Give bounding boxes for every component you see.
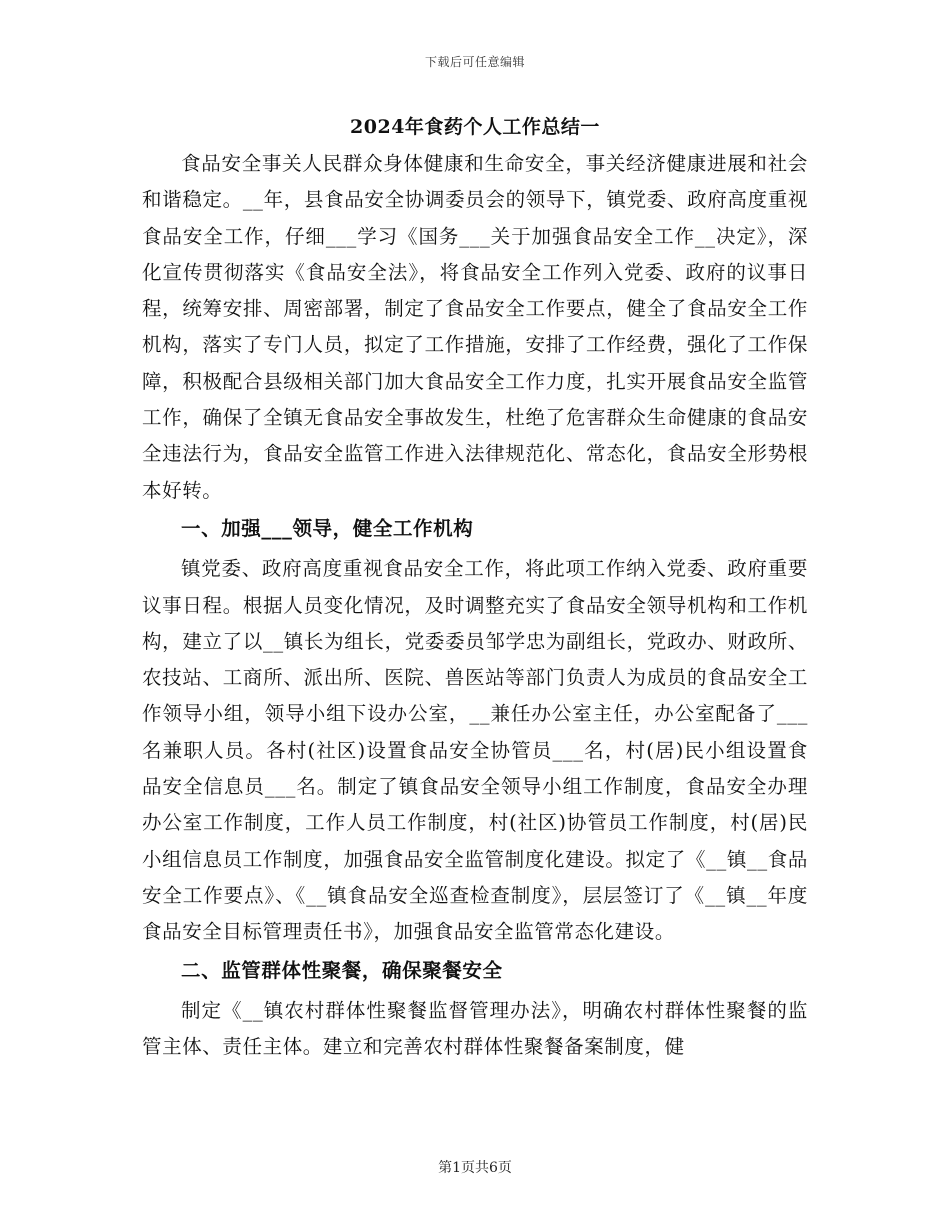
header-note: 下载后可任意编辑 xyxy=(424,55,525,69)
intro-paragraph: 食品安全事关人民群众身体健康和生命安全，事关经济健康进展和社会和谐稳定。__年，县食品安全协调委员会的领导下，镇党委、政府高度重视食品安全工作，仔细___学习《国务___关于加强食品安全工作__决定》，深化宣传贯彻落实《食品安全法》，将食品安全工作列入党委、政府的议事日程，统筹安排、周密部署，制定了食品安全工作要点，健全了食品安全工作机构，落实了专门人员，拟定了工作措施，安排了工作经费，强化了工作保障，积极配合县级相关部门加大食品安全工作力度，扎实开展食品安全监管工作，确保了全镇无食品安全事故发生，杜绝了危害群众生命健康的食品安全违法行为，食品安全监管工作进入法律规范化、常态化，食品安全形势根本好转。 xyxy=(142,152,808,502)
section-2-paragraph: 制定《__镇农村群体性聚餐监督管理办法》，明确农村群体性聚餐的监管主体、责任主体。建立和完善农村群体性聚餐备案制度，健 xyxy=(142,998,808,1059)
section-2-heading: 二、监管群体性聚餐，确保聚餐安全 xyxy=(181,958,503,982)
document-body xyxy=(142,146,808,1065)
page-indicator: 第1页共6页 xyxy=(438,1160,512,1176)
section-1-heading: 一、加强___领导，健全工作机构 xyxy=(181,516,474,540)
section-1-paragraph: 镇党委、政府高度重视食品安全工作，将此项工作纳入党委、政府重要议事日程。根据人员变化情况，及时调整充实了食品安全领导机构和工作机构，建立了以__镇长为组长，党委委员邹学忠为副组长，党政办、财政所、农技站、工商所、派出所、医院、兽医站等部门负责人为成员的食品安全工作领导小组，领导小组下设办公室，__兼任办公室主任，办公室配备了___名兼职人员。各村(社区)设置食品安全协管员___名，村(居)民小组设置食品安全信息员___名。制定了镇食品安全领导小组工作制度，食品安全办理办公室工作制度，工作人员工作制度，村(社区)协管员工作制度，村(居)民小组信息员工作制度，加强食品安全监管制度化建设。拟定了《__镇__食品安全工作要点》、《__镇食品安全巡查检查制度》，层层签订了《__镇__年度食品安全目标管理责任书》，加强食品安全监管常态化建设。 xyxy=(142,557,808,944)
document-title: 2024年食药个人工作总结一 xyxy=(350,116,600,138)
